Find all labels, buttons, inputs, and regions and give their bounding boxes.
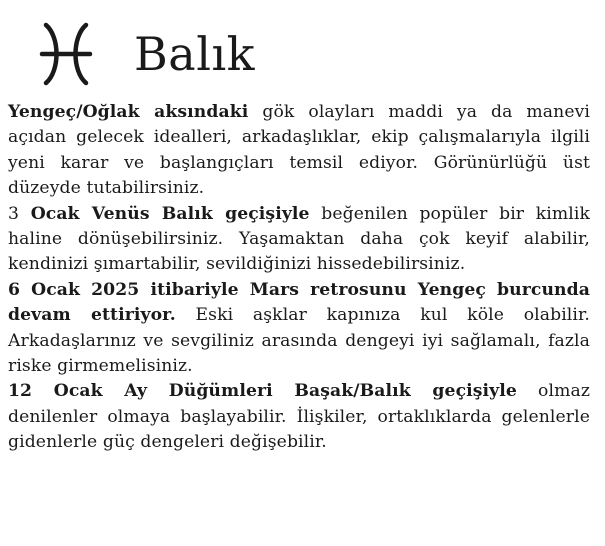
paragraph-2 bbox=[8, 202, 590, 278]
paragraph-2-text: beğenilen popüler bir kimlik haline dönüşebilirsiniz. Yaşamaktan daha çok keyif alabilir, kendinizi şımartabilir, sevildiğinizi hissedebilirsiniz. bbox=[8, 203, 590, 275]
sign-title: Balık bbox=[134, 27, 256, 81]
sign-header bbox=[36, 14, 255, 94]
paragraph-3-text: Eski aşklar kapınıza kul köle olabilir. Arkadaşlarınız ve sevgiliniz arasında dengeyi iyi sağlamalı, fazla riske girmemelisiniz. bbox=[8, 305, 590, 377]
paragraph-2-prefix: 3 bbox=[8, 203, 31, 224]
paragraph-1 bbox=[8, 100, 590, 202]
cut-off-text-fragment bbox=[340, 540, 370, 546]
pisces-symbol-icon bbox=[36, 21, 96, 87]
paragraph-4-bold: 12 Ocak Ay Düğümleri Başak/Balık geçişiyle bbox=[8, 381, 517, 402]
paragraph-3 bbox=[8, 278, 590, 380]
paragraph-4 bbox=[8, 379, 590, 455]
paragraph-1-text: gök olayları maddi ya da manevi açıdan gelecek idealleri, arkadaşlıklar, ekip çalışmalarıyla ilgili yeni karar ve başlangıçları temsil ediyor. Görünürlüğü üst düzeyde tutabilirsiniz. bbox=[8, 102, 590, 199]
horoscope-text bbox=[8, 100, 590, 456]
paragraph-3-bold: 6 Ocak 2025 itibariyle Mars retrosunu Yengeç burcunda devam ettiriyor. bbox=[8, 279, 590, 326]
paragraph-1-bold: Yengeç/Oğlak aksındaki bbox=[8, 102, 249, 122]
paragraph-4-text: olmaz denilenler olmaya başlayabilir. İlişkiler, ortaklıklarda gelenlerle gidenlerle güç dengeleri değişebilir. bbox=[8, 381, 590, 453]
paragraph-2-bold: Ocak Venüs Balık geçişiyle bbox=[30, 203, 310, 224]
